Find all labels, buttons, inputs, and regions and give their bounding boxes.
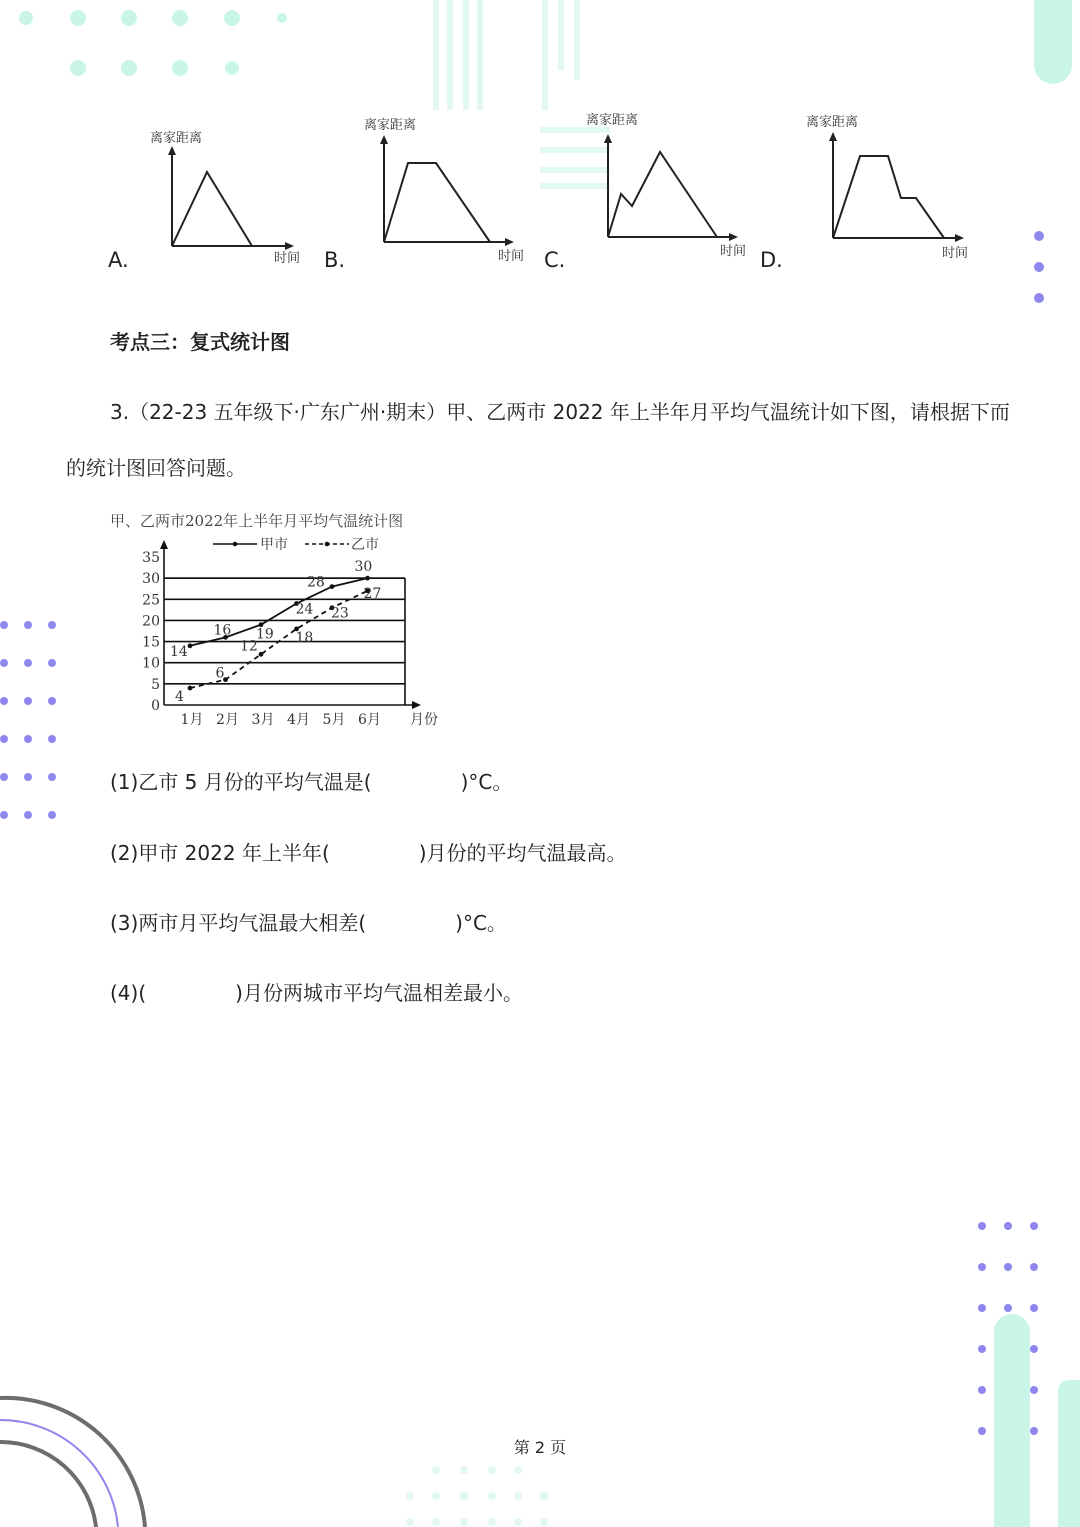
option-b-label: B. (324, 248, 346, 272)
sub-question-2: (2)甲市 2022 年上半年( )月份的平均气温最高。 (110, 841, 627, 865)
y-tick-label: 0 (151, 698, 160, 714)
option-d-graph (796, 112, 981, 266)
data-label-jia: 30 (354, 559, 373, 576)
data-label-jia: 16 (213, 622, 232, 639)
y-tick-label: 15 (142, 634, 160, 651)
option-c-y-label: 离家距离 (586, 113, 639, 128)
y-axis-arrow (160, 540, 168, 549)
x-tick-label: 4月 (287, 712, 310, 728)
data-label-yi: 6 (215, 665, 225, 682)
option-d-label: D. (760, 248, 783, 272)
option-c-graph (574, 110, 754, 264)
option-c-label: C. (544, 248, 566, 272)
decoration-right-dots (1030, 228, 1050, 308)
page-number: 第 2 页 (513, 1438, 567, 1457)
decoration-top-dots (0, 0, 300, 90)
decoration-bottom-right-pill-1 (994, 1314, 1030, 1527)
x-axis-arrow (412, 701, 421, 709)
data-point-jia (365, 576, 370, 581)
x-tick-label: 5月 (322, 712, 346, 728)
option-d-x-label: 时间 (942, 246, 969, 261)
data-point-yi (188, 686, 193, 691)
y-tick-label: 10 (142, 655, 160, 672)
sub-question-4: (4)( )月份两城市平均气温相差最小。 (110, 981, 523, 1005)
option-c-x-label: 时间 (720, 244, 747, 259)
data-point-jia (188, 643, 193, 648)
chart-title: 甲、乙两市2022年上半年月平均气温统计图 (110, 512, 404, 530)
decoration-left-dots (0, 615, 60, 825)
y-tick-label: 35 (142, 550, 160, 566)
data-label-yi: 23 (331, 605, 349, 622)
data-point-yi (259, 652, 264, 657)
data-label-jia: 14 (170, 643, 188, 660)
x-tick-label: 2月 (216, 712, 239, 728)
x-tick-label: 3月 (251, 712, 275, 728)
legend-marker-jia (233, 542, 238, 547)
option-d-y-label: 离家距离 (806, 115, 859, 130)
option-b-y-label: 离家距离 (364, 118, 417, 133)
sub-question-1: (1)乙市 5 月份的平均气温是( )°C。 (110, 770, 513, 794)
option-b-x-label: 时间 (498, 249, 525, 264)
data-label-yi: 18 (295, 629, 314, 646)
option-a-y-label: 离家距离 (150, 131, 203, 146)
data-label-jia: 24 (295, 601, 314, 618)
data-label-yi: 4 (175, 689, 184, 706)
decoration-bottom-right-dots (970, 1215, 1050, 1440)
option-b-graph (352, 115, 532, 269)
section-title: 考点三：复式统计图 (110, 330, 290, 354)
y-tick-label: 5 (151, 676, 160, 693)
option-a-graph (140, 128, 310, 272)
decoration-top-right-pill (1034, 0, 1072, 84)
data-label-yi: 27 (363, 585, 382, 602)
sub-question-3: (3)两市月平均气温最大相差( )°C。 (110, 911, 507, 935)
question-text-content: 3.（22-23 五年级下·广东广州·期末）甲、乙两市 2022 年上半年月平均气温统计如下图，请根据下而的统计图回答问题。 (66, 400, 1010, 480)
data-label-yi: 12 (240, 638, 258, 655)
data-point-jia (330, 584, 335, 589)
option-a-x-label: 时间 (274, 251, 301, 266)
option-a-label: A. (108, 248, 129, 272)
x-axis-label: 月份 (410, 712, 438, 728)
legend-marker-yi (325, 542, 330, 547)
y-tick-label: 20 (142, 613, 160, 630)
x-tick-label: 1月 (180, 712, 204, 728)
temperature-line-chart (100, 505, 460, 737)
data-label-jia: 28 (307, 574, 325, 591)
legend-label-yi: 乙市 (351, 537, 379, 553)
y-tick-label: 25 (142, 592, 160, 609)
y-tick-label: 30 (142, 571, 160, 588)
legend-label-jia: 甲市 (260, 537, 288, 553)
data-label-jia: 19 (256, 626, 274, 643)
decoration-bottom-center-dots (400, 1460, 560, 1527)
question-text (66, 384, 1026, 496)
x-tick-label: 6月 (358, 712, 381, 728)
